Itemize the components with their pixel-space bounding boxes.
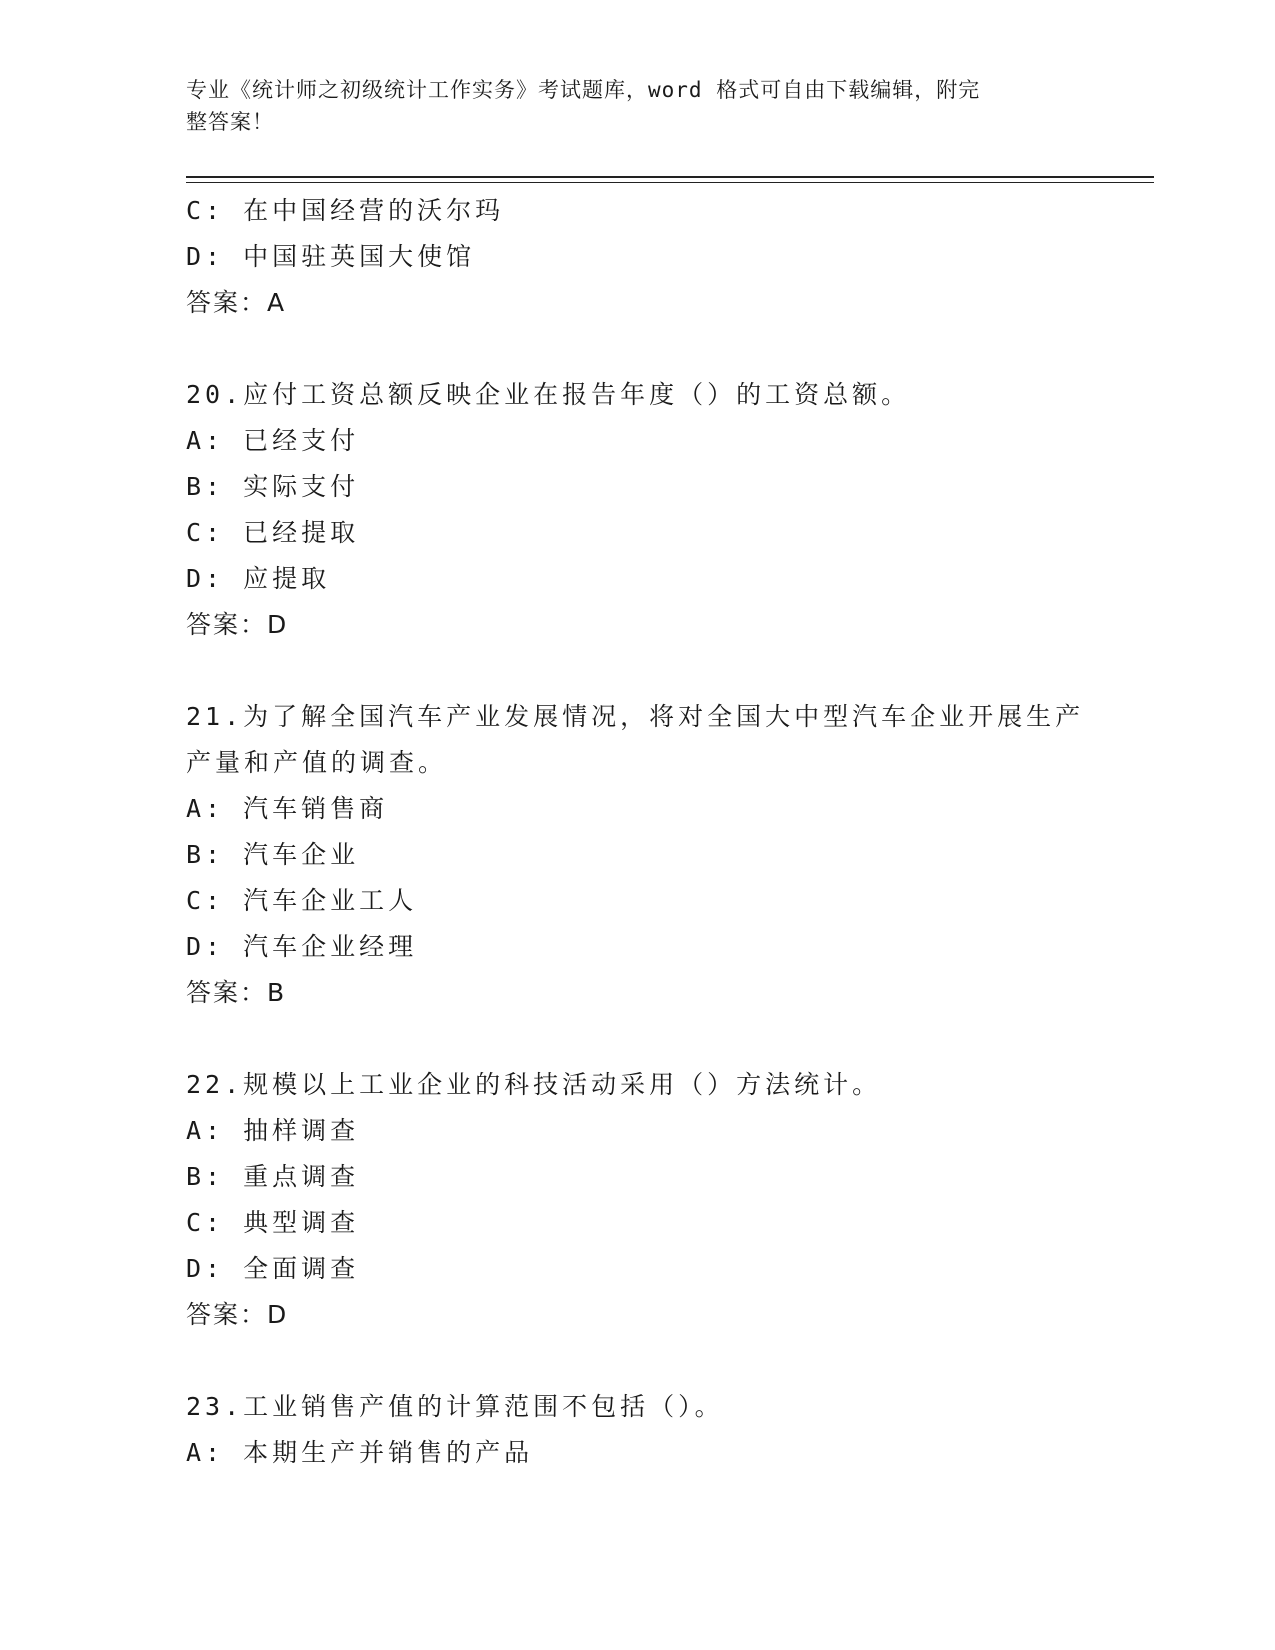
q23-question: 23.工业销售产值的计算范围不包括（）。 bbox=[186, 1392, 724, 1421]
document-header bbox=[186, 74, 1086, 138]
spacer bbox=[186, 1338, 1086, 1384]
q20-option-a: A: 已经支付 bbox=[186, 426, 360, 455]
q21-option-b: B: 汽车企业 bbox=[186, 840, 360, 869]
q20-option-b: B: 实际支付 bbox=[186, 472, 360, 501]
q21-option-c: C: 汽车企业工人 bbox=[186, 886, 418, 915]
q20-question: 20.应付工资总额反映企业在报告年度（）的工资总额。 bbox=[186, 380, 911, 409]
q20-option-c: C: 已经提取 bbox=[186, 518, 360, 547]
q21-answer: 答案：B bbox=[186, 978, 287, 1007]
q19-answer: 答案：A bbox=[186, 288, 287, 317]
header-rule-thin bbox=[186, 182, 1154, 183]
q19-option-c: C: 在中国经营的沃尔玛 bbox=[186, 196, 505, 225]
q22-option-d: D: 全面调查 bbox=[186, 1254, 360, 1283]
q20-option-d: D: 应提取 bbox=[186, 564, 331, 593]
q19-option-d: D: 中国驻英国大使馆 bbox=[186, 242, 476, 271]
q20-answer: 答案：D bbox=[186, 610, 289, 639]
q21-question-line-2: 产量和产值的调查。 bbox=[186, 748, 448, 777]
q22-option-a: A: 抽样调查 bbox=[186, 1116, 360, 1145]
q23-option-a: A: 本期生产并销售的产品 bbox=[186, 1438, 534, 1467]
q22-option-c: C: 典型调查 bbox=[186, 1208, 360, 1237]
header-line-1: 专业《统计师之初级统计工作实务》考试题库，word 格式可自由下载编辑，附完 bbox=[186, 78, 981, 102]
spacer bbox=[186, 648, 1086, 694]
spacer bbox=[186, 326, 1086, 372]
question-list bbox=[186, 188, 1086, 1476]
q22-question: 22.规模以上工业企业的科技活动采用（）方法统计。 bbox=[186, 1070, 882, 1099]
header-rule-thick bbox=[186, 176, 1154, 178]
header-line-2: 整答案！ bbox=[186, 110, 274, 134]
q21-option-d: D: 汽车企业经理 bbox=[186, 932, 418, 961]
q22-option-b: B: 重点调查 bbox=[186, 1162, 360, 1191]
q21-option-a: A: 汽车销售商 bbox=[186, 794, 389, 823]
spacer bbox=[186, 1016, 1086, 1062]
q21-question-line-1: 21.为了解全国汽车产业发展情况，将对全国大中型汽车企业开展生产 bbox=[186, 702, 1085, 731]
q22-answer: 答案：D bbox=[186, 1300, 289, 1329]
